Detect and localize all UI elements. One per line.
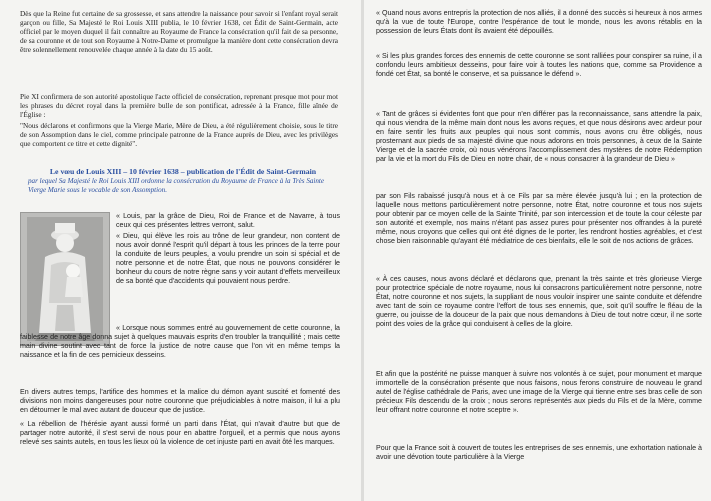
edict-paragraph-8: par son Fils rabaissé jusqu'à nous et à ce Fils par sa mère élevée jusqu'à lui ; en la protection de laquelle nous mettons particulièrement notre personne, notre État, notre couronne et tous nos sujets pour obtenir par ce moyen celle de la Sainte Trinité, par son intercession et de toute la cour céleste par son autorité et exemple, nos mains n'étant pas assez pures pour présenter nos offrandes à la pureté même, nous croyons que celles qui ont été dignes de le porter, les rendront hosties agréables, et c'est chose bien raisonnable qu'ayant été médiatrice de ces bienfaits, elle le soit de nos actions de grâces. [376, 192, 702, 246]
section-subtitle: par lequel Sa Majesté le Roi Louis XIII ordonne la consécration du Royaume de France à la Très Sainte Vierge Marie sous le vocable de son Assomption. [28, 177, 325, 194]
edict-paragraph-9: « À ces causes, nous avons déclaré et déclarons que, prenant la très sainte et très glorieuse Vierge pour protectrice spéciale de notre royaume, nous lui consacrons particulièrement notre personne, notre État, notre couronne et nos sujets, la suppliant de nous vouloir inspirer une sainte conduite et défendre avec tant de soin ce royaume contre l'effort de tous ses ennemis, que, soit qu'il souffre le fléau de la guerre, ou jouisse de la douceur de la paix que nous demandons à Dieu de tout notre cœur, il ne sorte point des voies de la grâce qui conduisent à celles de la gloire. [376, 275, 702, 329]
edict-paragraph-2: « Lorsque nous sommes entré au gouvernement de cette couronne, la faiblesse de notre âge donna sujet à quelques mauvais esprits d'en troubler la tranquillité ; mais cette main divine soutint avec tant de force la justice de notre cause que l'on vit en même temps la naissance et la fin de ces pernicieux desseins. [20, 324, 340, 360]
intro-paragraph: Dès que la Reine fut certaine de sa grossesse, et sans attendre la naissance pour savoir si l'enfant royal serait garçon ou fille, Sa Majesté le Roi Louis XIII publia, le 10 février 1638, cet Édit de Saint-Germain, acte officiel par le moyen duquel il fait connaître au Royaume de France la consécration qu'il fait de sa personne, de sa couronne et de tout son Royaume à Notre-Dame et promulgue la manière dont cette consécration devra être solennellement renouvelée chaque année à la date du 15 août. [20, 9, 338, 54]
edict-paragraph-5: « Quand nous avons entrepris la protection de nos alliés, il a donné des succès si heureux à nos armes qu'à la vue de toute l'Europe, contre l'espérance de tout le monde, nous les avons rétablis en la possession de leurs États dont ils avaient été dépouillés. [376, 9, 702, 36]
closing-paragraph: Pour que la France soit à couvert de toutes les entreprises de ses ennemis, une exhortation nationale à avoir une dévotion toute particulière à la Vierge [376, 444, 702, 462]
right-column [368, 0, 711, 501]
edict-paragraph-7: « Tant de grâces si évidentes font que pour n'en différer pas la reconnaissance, sans attendre la paix, qui nous viendra de la même main dont nous les avons reçues, et que nous désirons avec ardeur pour en faire sentir les fruits aux peuples qui nous sont commis, nous avons cru être obligés, nous prosternant aux pieds de sa majesté divine que nous adorons en trois personnes, à ceux de la Sainte Vierge et de la sacrée croix, où nous vénérons l'accomplissement des mystères de notre Rédemption par la vie et la mort du Fils de Dieu en notre chair, de « nous consacrer à la grandeur de Dieu » [376, 110, 702, 164]
quote-paragraph: "Nous déclarons et confirmons que la Vierge Marie, Mère de Dieu, a été régulièrement choisie, sous le titre de son Assomption dans le ciel, comme principale patronne de la France auprès de Dieu, avec les privilèges que comportent ce titre et cette dignité". [20, 121, 338, 148]
edict-paragraph-1: « Dieu, qui élève les rois au trône de leur grandeur, non content de nous avoir donné l'esprit qu'il départ à tous les princes de la terre pour la conduite de leurs peuples, a voulu prendre un soin si spécial et de notre personne et de notre État, que nous ne pouvons considérer le bonheur du cours de notre règne sans y voir autant d'effets merveilleux de sa bonté que d'accidents qui pouvaient nous perdre. [116, 232, 340, 286]
edict-paragraph-4: « La rébellion de l'hérésie ayant aussi formé un parti dans l'État, qui n'avait d'autre but que de partager notre autorité, il s'est servi de nous pour en abattre l'orgueil, et a permis que nous ayons relevé ses saints autels, en tous les lieux où la violence de cet injuste parti en avait ôté les marques. [20, 420, 340, 447]
edict-paragraph-6: « Si les plus grandes forces des ennemis de cette couronne se sont ralliées pour conspirer sa ruine, il a confondu leurs ambitieux desseins, pour faire voir à toutes les nations que, comme sa Providence a fondé cet État, sa bonté le conserve, et sa puissance le défend ». [376, 52, 702, 79]
edict-opening: « Louis, par la grâce de Dieu, Roi de France et de Navarre, à tous ceux qui ces présentes lettres verront, salut. [116, 212, 340, 230]
section-title: Le vœu de Louis XIII – 10 février 1638 – publication de l'Édit de Saint-Germain [49, 167, 317, 176]
edict-paragraph-3: En divers autres temps, l'artifice des hommes et la malice du démon ayant suscité et fomenté des divisions non moins dangereuses pour notre couronne que préjudiciables à notre maison, il lui a plu en détourner le mal avec autant de douceur que de justice. [20, 388, 340, 415]
pius-paragraph: Pie XI confirmera de son autorité apostolique l'acte officiel de consécration, reprenant presque mot pour mot les phrases du décret royal dans la première bulle de son pontificat, adressée à la France, fille aînée de l'Église : [20, 92, 338, 119]
column-divider [361, 0, 364, 501]
edict-paragraph-10: Et afin que la postérité ne puisse manquer à suivre nos volontés à ce sujet, pour monument et marque immortelle de la consécration présente que nous faisons, nous ferons construire de nouveau le grand autel de l'église cathédrale de Paris, avec une image de la Vierge qui tienne entre ses bras celle de son précieux Fils descendu de la croix ; nous serons représentés aux pieds du Fils et de la Mère, comme leur offrant notre couronne et notre sceptre ». [376, 370, 702, 415]
